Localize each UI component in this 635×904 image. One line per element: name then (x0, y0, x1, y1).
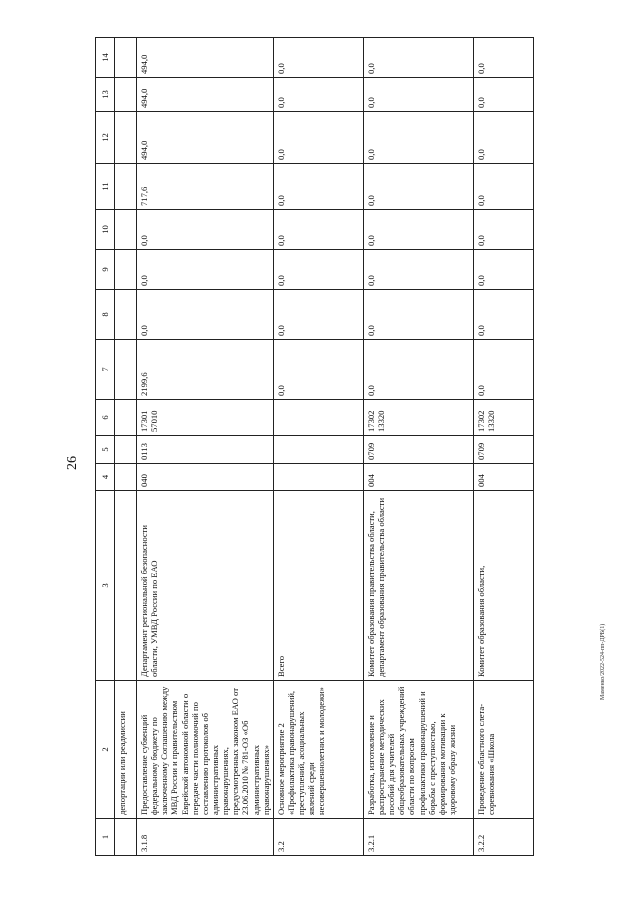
table-cell (273, 464, 363, 491)
table-cell: 0,0 (273, 112, 363, 164)
table-cell (115, 464, 137, 491)
table-cell (273, 436, 363, 464)
table-cell: 17301 57010 (137, 400, 274, 436)
table-cell: 0,0 (363, 340, 473, 400)
table-cell: 0,0 (473, 250, 533, 290)
table-cell: 0,0 (273, 38, 363, 78)
table-cell: 0,0 (363, 290, 473, 340)
table-cell: 0,0 (363, 250, 473, 290)
table-cell (115, 290, 137, 340)
table-cell: 0,0 (473, 340, 533, 400)
table-cell (115, 112, 137, 164)
table-row (115, 38, 137, 856)
column-header: 7 (96, 340, 115, 400)
table-cell (115, 340, 137, 400)
table-cell (115, 400, 137, 436)
column-header: 3 (96, 491, 115, 681)
table-cell: 2199,6 (137, 340, 274, 400)
table-cell (115, 819, 137, 856)
column-header: 5 (96, 436, 115, 464)
table-row (273, 38, 363, 856)
table-cell: Всего (273, 491, 363, 681)
table-cell: 494,0 (137, 78, 274, 112)
table-cell: 0,0 (363, 164, 473, 210)
budget-table (95, 37, 534, 856)
table-cell: Комитет образования правительства области, департамент образования правительства области (363, 491, 473, 681)
table-cell: 494,0 (137, 38, 274, 78)
table-row (363, 38, 473, 856)
table-cell: 0,0 (273, 210, 363, 250)
table-container (95, 48, 575, 856)
table-cell (115, 250, 137, 290)
table-cell: Предоставление субвенций федеральному бюджету по заключенному Соглашению между МВД России и правительством Еврейской автономной области о передаче части полномочий по составлению протоколов об административных правонарушениях, предусмотренных законом ЕАО от 23.06.2010 № 781-ОЗ «Об административных правонарушениях» (137, 681, 274, 819)
table-cell: 0,0 (363, 38, 473, 78)
table-cell: 004 (473, 464, 533, 491)
column-header: 6 (96, 400, 115, 436)
table-cell: 0,0 (363, 210, 473, 250)
column-header: 12 (96, 112, 115, 164)
table-cell: 0113 (137, 436, 274, 464)
table-cell (115, 78, 137, 112)
table-cell (115, 38, 137, 78)
table-cell: 0,0 (473, 210, 533, 250)
column-header: 11 (96, 164, 115, 210)
page-number: 26 (65, 456, 80, 470)
table-cell: 0,0 (473, 78, 533, 112)
table-cell: 0,0 (273, 250, 363, 290)
table-cell: 0,0 (473, 164, 533, 210)
table-cell: 494,0 (137, 112, 274, 164)
table-cell: 0,0 (473, 38, 533, 78)
table-cell: 17302 13320 (363, 400, 473, 436)
table-cell: 0,0 (273, 78, 363, 112)
table-cell: Департамент региональной безопасности области, УМВД России по ЕАО (137, 491, 274, 681)
table-cell: 3.2.1 (363, 819, 473, 856)
table-cell: 004 (363, 464, 473, 491)
table-cell: Комитет образования области, (473, 491, 533, 681)
table-cell: 0,0 (137, 290, 274, 340)
table-cell: 0,0 (273, 290, 363, 340)
table-cell (115, 210, 137, 250)
table-cell: 3.2.2 (473, 819, 533, 856)
table-cell: 0,0 (473, 112, 533, 164)
table-cell: Основное мероприятие 2 «Профилактика правонарушений, преступлений, асоциальных явлений среди несовершеннолетних и молодежи» (273, 681, 363, 819)
table-cell: 0,0 (137, 210, 274, 250)
column-header: 10 (96, 210, 115, 250)
table-cell: 0,0 (137, 250, 274, 290)
column-header: 13 (96, 78, 115, 112)
table-cell: 0709 (363, 436, 473, 464)
table-cell: 040 (137, 464, 274, 491)
table-cell: 0,0 (363, 112, 473, 164)
table-cell: Разработка, изготовление и распространение методических пособий для учителей общеобразовательных учреждений области по вопросам профилактики правонарушений и борьбы с преступностью, формирования мотивации к здоровому образу жизни (363, 681, 473, 819)
table-cell: 717,6 (137, 164, 274, 210)
header-row (96, 38, 115, 856)
table-row (473, 38, 533, 856)
table-cell: депортации или реадмиссии (115, 681, 137, 819)
column-header: 1 (96, 819, 115, 856)
table-cell: 17302 13320 (473, 400, 533, 436)
column-header: 14 (96, 38, 115, 78)
table-row (137, 38, 274, 856)
table-cell (115, 164, 137, 210)
table-cell (273, 400, 363, 436)
table-cell: 0,0 (273, 164, 363, 210)
table-cell: 3.2 (273, 819, 363, 856)
column-header: 2 (96, 681, 115, 819)
table-cell: 3.1.8 (137, 819, 274, 856)
table-cell: 0,0 (273, 340, 363, 400)
table-cell (115, 436, 137, 464)
column-header: 9 (96, 250, 115, 290)
table-cell: 0709 (473, 436, 533, 464)
table-cell (115, 491, 137, 681)
document-id: Маменко/2022-524-пп-ДРБ(1) (600, 623, 606, 700)
table-cell: 0,0 (473, 290, 533, 340)
column-header: 4 (96, 464, 115, 491)
column-header: 8 (96, 290, 115, 340)
table-cell: 0,0 (363, 78, 473, 112)
table-cell: Проведение областного слета-соревнования «Школа (473, 681, 533, 819)
